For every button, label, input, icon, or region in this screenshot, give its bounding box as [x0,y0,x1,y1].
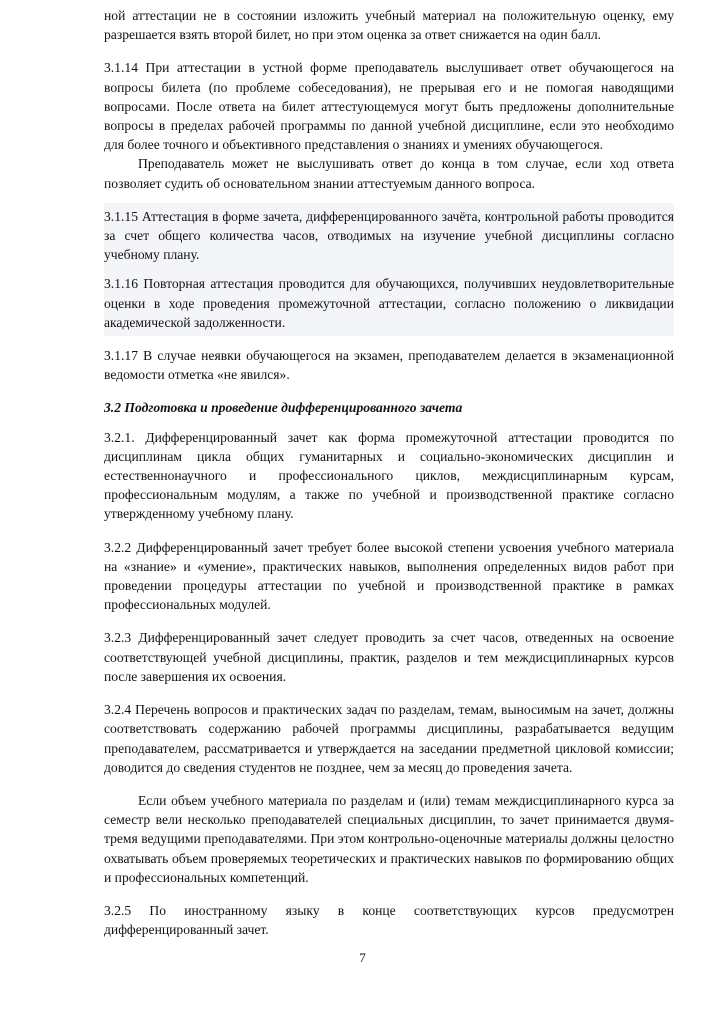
paragraph-3-1-16: 3.1.16 Повторная аттестация проводится для обучающихся, получивших неудовлетворительные оценки в ходе проведения промежуточной аттестации, согласно положению о ликвидации академической задолженности. [104,276,674,330]
paragraph-3-1-14-continued: Преподаватель может не выслушивать ответ до конца в том случае, если ход ответа позволяет судить об основательном знании аттестуемым данного вопроса. [104,156,674,191]
highlighted-block [104,203,674,336]
paragraph-3-1-17: 3.1.17 В случае неявки обучающегося на экзамен, преподавателем делается в экзаменационной ведомости отметка «не явился». [104,348,674,383]
paragraph-3-2-4: 3.2.4 Перечень вопросов и практических задач по разделам, темам, выносимым на зачет, должны соответствовать содержанию рабочей программы дисциплины, разрабатывается ведущим преподавателем, рассматривается и утверждается на заседании предметной цикловой комиссии; доводится до сведения студентов не позднее, чем за месяц до проведения зачета. [104,702,674,775]
paragraph-continuation: ной аттестации не в состоянии изложить учебный материал на положительную оценку, ему разрешается взять второй билет, но при этом оценка за ответ снижается на один балл. [104,8,674,43]
paragraph-3-2-1: 3.2.1. Дифференцированный зачет как форма промежуточной аттестации проводится по дисциплинам цикла общих гуманитарных и социально-экономических дисциплин и естественнонаучного и профессионального циклов, междисциплинарным курсам, профессиональным модулям, а также по учебной и производственной практике согласно утвержденному учебному плану. [104,429,674,522]
paragraph-3-2-3: 3.2.3 Дифференцированный зачет следует проводить за счет часов, отведенных на освоение соответствующей учебной дисциплины, практик, разделов и тем междисциплинарных курсов после завершения их освоения. [104,630,674,684]
paragraph-3-2-2: 3.2.2 Дифференцированный зачет требует более высокой степени усвоения учебного материала на «знание» и «умение», практических навыков, выполнения определенных видов работ при проведении процедуры аттестации по учебной и производственной практике в рамках профессиональных модулей. [104,539,674,613]
section-heading-3-2: 3.2 Подготовка и проведение дифференцированного зачета [104,400,463,416]
page-number: 7 [359,950,366,965]
paragraph-3-2-5: 3.2.5 По иностранному языку в конце соответствующих курсов предусмотрен дифференцированный зачет. [104,902,674,938]
document-page [104,6,674,939]
paragraph-3-1-14: 3.1.14 При аттестации в устной форме преподаватель выслушивает ответ обучающегося на вопросы билета (по проблеме собеседования), не прерывая его и не помогая наводящими вопросами. После ответа на билет аттестующемуся могут быть предложены дополнительные вопросы в пределах рабочей программы по данной учебной дисциплине, если это необходимо для более точного и объективного представления о знаниях и умениях обучающегося. [104,60,674,153]
paragraph-3-2-4-continued: Если объем учебного материала по разделам и (или) темам междисциплинарного курса за семестр вели несколько преподавателей специальных дисциплин, то зачет принимается двумя-тремя ведущими преподавателями. При этом контрольно-оценочные материалы должны целостно охватывать объем проверяемых теоретических и практических навыков по формированию общих и профессиональных компетенций. [104,792,674,885]
paragraph-3-1-15: 3.1.15 Аттестация в форме зачета, дифференцированного зачёта, контрольной работы проводится за счет общего количества часов, отводимых на изучение учебной дисциплины согласно учебному плану. [104,208,674,263]
